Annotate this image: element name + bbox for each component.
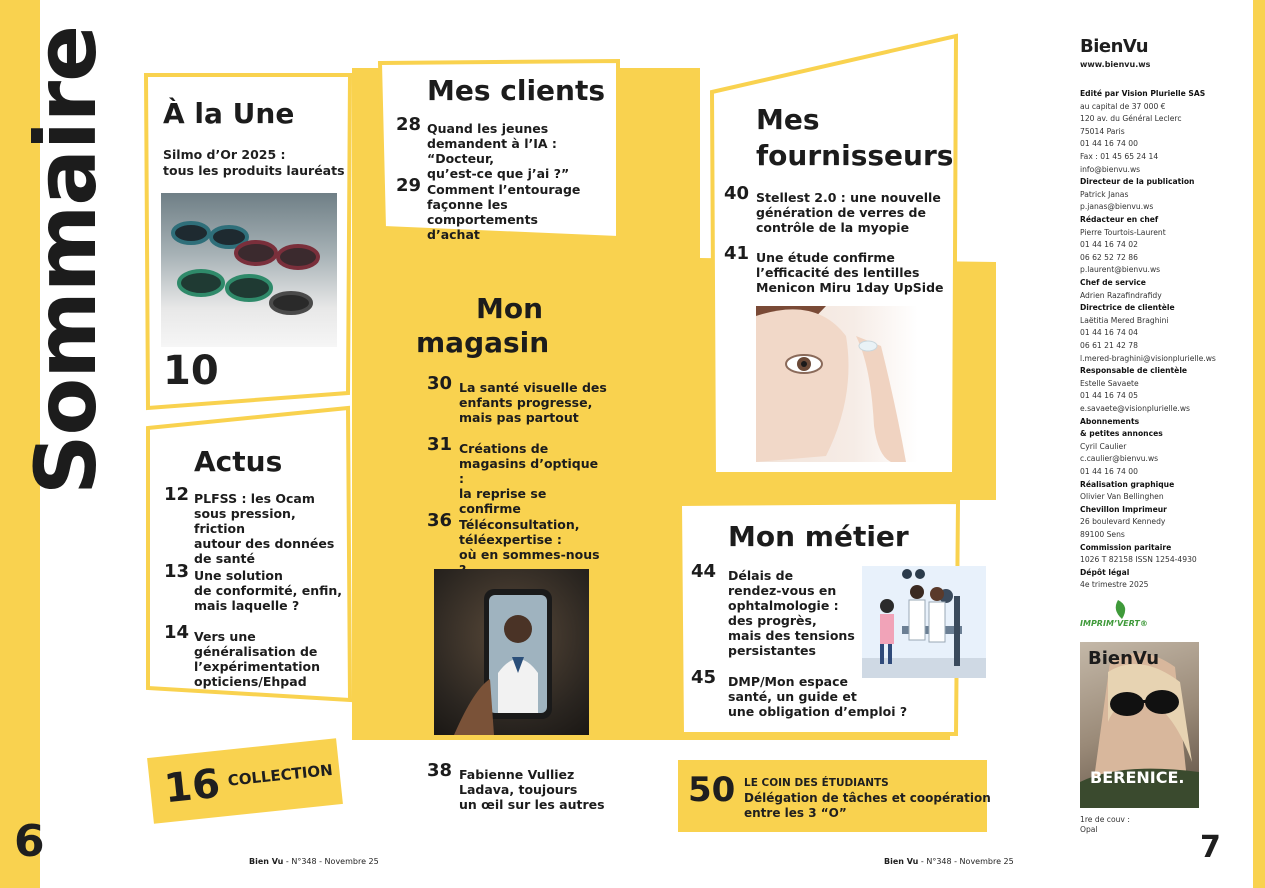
line: demandent à l’IA : “Docteur, bbox=[427, 136, 557, 166]
line: Une solution bbox=[194, 568, 283, 583]
line: la reprise se bbox=[459, 486, 547, 501]
masthead-line: Directeur de la publication bbox=[1080, 177, 1195, 187]
mon-magasin-item-36[interactable] bbox=[427, 510, 607, 577]
imprim-vert-logo bbox=[1080, 598, 1180, 632]
mon-metier-item-44[interactable] bbox=[691, 561, 891, 658]
a-la-une-subtitle-line1: Silmo d’Or 2025 : bbox=[163, 147, 286, 162]
masthead-line: Pierre Tourtois-Laurent bbox=[1080, 227, 1166, 237]
line: l’expérimentation bbox=[194, 659, 321, 674]
masthead-line: Fax : 01 45 65 24 14 bbox=[1080, 152, 1159, 161]
contact-lens-photo bbox=[756, 306, 918, 462]
a-la-une-title: À la Une bbox=[163, 97, 295, 130]
masthead-line: 89100 Sens bbox=[1080, 530, 1125, 539]
collection-page: 16 bbox=[162, 760, 223, 813]
line: Quand les jeunes bbox=[427, 121, 549, 136]
masthead-line: 4e trimestre 2025 bbox=[1080, 580, 1149, 590]
line: Ladava, toujours bbox=[459, 782, 578, 797]
mes-clients-item-28-page: 28 bbox=[396, 114, 422, 135]
line: qu’est-ce que j’ai ?” bbox=[427, 166, 570, 181]
line: Téléconsultation, bbox=[459, 517, 580, 532]
line: généralisation de bbox=[194, 644, 318, 659]
mon-magasin-title-line1: Mon bbox=[476, 292, 544, 325]
left-footer bbox=[249, 857, 379, 866]
right-footer bbox=[884, 857, 1014, 866]
line: Comment l’entourage bbox=[427, 182, 581, 197]
left-footer-issue: - N°348 - Novembre 25 bbox=[283, 857, 379, 866]
mes-fournisseurs-item-40-page: 40 bbox=[724, 183, 750, 204]
masthead-line: Rédacteur en chef bbox=[1080, 215, 1159, 224]
right-footer-brand: Bien Vu bbox=[884, 857, 919, 866]
masthead-line: 26 boulevard Kennedy bbox=[1080, 517, 1166, 527]
sommaire-title: Sommaire bbox=[17, 25, 115, 495]
masthead-line: 1026 T 82158 ISSN 1254-4930 bbox=[1080, 555, 1197, 565]
a-la-une-subtitle bbox=[163, 147, 345, 179]
masthead-line: Responsable de clientèle bbox=[1080, 366, 1188, 376]
line: Fabienne Vulliez bbox=[459, 767, 575, 782]
masthead-line: Cyril Caulier bbox=[1080, 441, 1127, 451]
cover-name: BERENICE. bbox=[1090, 768, 1185, 787]
masthead-line: & petites annonces bbox=[1080, 429, 1163, 439]
masthead-line: c.caulier@bienvu.ws bbox=[1080, 454, 1159, 464]
mes-fournisseurs-item-40[interactable] bbox=[724, 183, 944, 235]
masthead-line: Commission paritaire bbox=[1080, 542, 1172, 552]
masthead-line: e.savaete@visionplurielle.ws bbox=[1080, 404, 1191, 413]
masthead-line: Chef de service bbox=[1080, 278, 1146, 287]
line: Délais de bbox=[728, 568, 794, 583]
line: génération de verres de bbox=[756, 205, 926, 220]
line: sous pression, friction bbox=[194, 506, 296, 536]
masthead-logo: BienVu bbox=[1080, 36, 1149, 57]
left-page-number: 6 bbox=[14, 816, 45, 867]
line: Stellest 2.0 : une nouvelle bbox=[756, 190, 941, 205]
masthead-line: Adrien Razafindrafidy bbox=[1080, 290, 1162, 300]
line: La santé visuelle des bbox=[459, 380, 607, 395]
line: enfants progresse, bbox=[459, 395, 593, 410]
mes-clients-title: Mes clients bbox=[427, 74, 606, 107]
a-la-une-page-number: 10 bbox=[163, 348, 219, 394]
mes-clients-item-28[interactable] bbox=[396, 114, 611, 181]
actus-item-12-page: 12 bbox=[164, 484, 190, 505]
line: santé, un guide et bbox=[728, 689, 857, 704]
mes-fournisseurs-item-41[interactable] bbox=[724, 243, 944, 295]
line: de conformité, enfin, bbox=[194, 583, 343, 598]
line: PLFSS : les Ocam bbox=[194, 491, 315, 506]
mon-metier-item-44-page: 44 bbox=[691, 561, 717, 582]
masthead-line: Dépôt légal bbox=[1080, 567, 1130, 577]
mon-metier-item-45-page: 45 bbox=[691, 667, 717, 688]
masthead-line: l.mered-braghini@visionplurielle.ws bbox=[1080, 353, 1216, 363]
line: Vers une bbox=[194, 629, 256, 644]
masthead-line: 06 62 52 72 86 bbox=[1080, 252, 1138, 262]
a-la-une-subtitle-line2: tous les produits lauréats bbox=[163, 163, 345, 178]
line: mais pas partout bbox=[459, 410, 579, 425]
eyewear-display-photo bbox=[161, 193, 337, 347]
mon-magasin-title bbox=[416, 292, 550, 360]
mes-fournisseurs-title-line2: fournisseurs bbox=[756, 139, 954, 172]
mon-magasin-title-line2: magasin bbox=[416, 326, 550, 359]
right-footer-issue: - N°348 - Novembre 25 bbox=[918, 857, 1014, 866]
line: mais laquelle ? bbox=[194, 598, 300, 613]
smartphone-doctor-photo bbox=[434, 569, 589, 735]
masthead-line: 06 61 21 42 78 bbox=[1080, 341, 1138, 350]
imprim-vert-label: IMPRIM’VERT® bbox=[1080, 619, 1148, 628]
line: d’achat bbox=[427, 227, 480, 242]
cover-logo: BienVu bbox=[1088, 648, 1160, 669]
line: DMP/Mon espace bbox=[728, 674, 849, 689]
mon-metier-title: Mon métier bbox=[728, 520, 909, 553]
mon-magasin-item-38[interactable] bbox=[427, 760, 607, 812]
coin-etudiants-line1: Délégation de tâches et coopération bbox=[744, 791, 991, 805]
masthead-line: p.janas@bienvu.ws bbox=[1080, 202, 1154, 212]
leaf-icon bbox=[1102, 598, 1142, 620]
line: opticiens/Ehpad bbox=[194, 674, 307, 689]
line: un œil sur les autres bbox=[459, 797, 605, 812]
masthead-line: p.laurent@bienvu.ws bbox=[1080, 265, 1161, 275]
line: l’efficacité des lentilles bbox=[756, 265, 920, 280]
line: persistantes bbox=[728, 643, 816, 658]
coin-etudiants-page: 50 bbox=[688, 770, 736, 810]
right-page-number: 7 bbox=[1200, 830, 1221, 865]
masthead-line: 01 44 16 74 05 bbox=[1080, 391, 1138, 401]
actus-item-14[interactable] bbox=[164, 622, 344, 689]
masthead-line: 75014 Paris bbox=[1080, 126, 1125, 136]
masthead-line: Patrick Janas bbox=[1080, 189, 1129, 199]
masthead-line: Estelle Savaete bbox=[1080, 378, 1139, 388]
masthead-line: 120 av. du Général Leclerc bbox=[1080, 114, 1182, 124]
mon-magasin-item-30-page: 30 bbox=[427, 373, 453, 394]
mon-magasin-item-30[interactable] bbox=[427, 373, 607, 425]
cover-caption-line2: Opal bbox=[1080, 825, 1098, 834]
masthead-line: Edité par Vision Plurielle SAS bbox=[1080, 89, 1206, 98]
line: autour des données bbox=[194, 536, 335, 551]
line: où en sommes-nous bbox=[459, 547, 600, 562]
mon-magasin-item-31-page: 31 bbox=[427, 434, 453, 455]
actus-title: Actus bbox=[194, 445, 283, 478]
mon-metier-item-45[interactable] bbox=[691, 667, 911, 719]
actus-item-13-page: 13 bbox=[164, 561, 190, 582]
line: Une étude confirme bbox=[756, 250, 895, 265]
masthead-line: Directrice de clientèle bbox=[1080, 303, 1175, 313]
masthead-line: Olivier Van Bellinghen bbox=[1080, 492, 1164, 502]
actus-item-13[interactable] bbox=[164, 561, 344, 613]
masthead-line: info@bienvu.ws bbox=[1080, 164, 1141, 174]
line: une obligation d’emploi ? bbox=[728, 704, 908, 719]
masthead-line: 01 44 16 74 00 bbox=[1080, 139, 1138, 149]
masthead-line: Chevillon Imprimeur bbox=[1080, 504, 1167, 514]
mon-magasin-item-38-page: 38 bbox=[427, 760, 453, 781]
line: de santé bbox=[194, 551, 256, 566]
line: Menicon Miru 1day UpSide bbox=[756, 280, 944, 295]
mes-clients-item-29[interactable] bbox=[396, 175, 611, 242]
masthead-line: Abonnements bbox=[1080, 416, 1140, 426]
masthead-line: 01 44 16 74 04 bbox=[1080, 328, 1138, 338]
magazine-cover[interactable] bbox=[1080, 642, 1199, 808]
coin-etudiants-box[interactable] bbox=[678, 760, 991, 832]
coin-etudiants-label: LE COIN DES ÉTUDIANTS bbox=[744, 777, 889, 789]
line: téléexpertise : bbox=[459, 532, 562, 547]
mon-magasin-item-36-page: 36 bbox=[427, 510, 453, 531]
actus-item-12[interactable] bbox=[164, 484, 344, 566]
left-footer-brand: Bien Vu bbox=[249, 857, 284, 866]
line: des progrès, bbox=[728, 613, 817, 628]
coin-etudiants-line2: entre les 3 “O” bbox=[744, 806, 847, 820]
line: magasins d’optique : bbox=[459, 456, 599, 486]
cover-caption-line1: 1re de couv : bbox=[1080, 815, 1130, 824]
line: façonne les comportements bbox=[427, 197, 538, 227]
line: confirme bbox=[459, 501, 521, 516]
masthead-line: 01 44 16 74 00 bbox=[1080, 467, 1138, 476]
masthead-website: www.bienvu.ws bbox=[1080, 60, 1151, 69]
mon-magasin-item-31[interactable] bbox=[427, 434, 607, 516]
line: Créations de bbox=[459, 441, 549, 456]
line: contrôle de la myopie bbox=[756, 220, 910, 235]
mes-clients-item-29-page: 29 bbox=[396, 175, 422, 196]
mes-fournisseurs-title-line1: Mes bbox=[756, 103, 820, 136]
masthead-line: 01 44 16 74 02 bbox=[1080, 240, 1138, 250]
line: mais des tensions bbox=[728, 628, 855, 643]
masthead-line: Laëtitia Mered Braghini bbox=[1080, 315, 1169, 325]
mes-fournisseurs-title bbox=[756, 102, 953, 174]
mes-fournisseurs-item-41-page: 41 bbox=[724, 243, 750, 264]
collection-label: COLLECTION bbox=[226, 760, 334, 790]
line: rendez-vous en bbox=[728, 583, 837, 598]
actus-item-14-page: 14 bbox=[164, 622, 190, 643]
masthead-line: Réalisation graphique bbox=[1080, 479, 1175, 489]
line: ophtalmologie : bbox=[728, 598, 839, 613]
masthead-line: au capital de 37 000 € bbox=[1080, 101, 1166, 111]
cover-caption bbox=[1080, 815, 1130, 835]
